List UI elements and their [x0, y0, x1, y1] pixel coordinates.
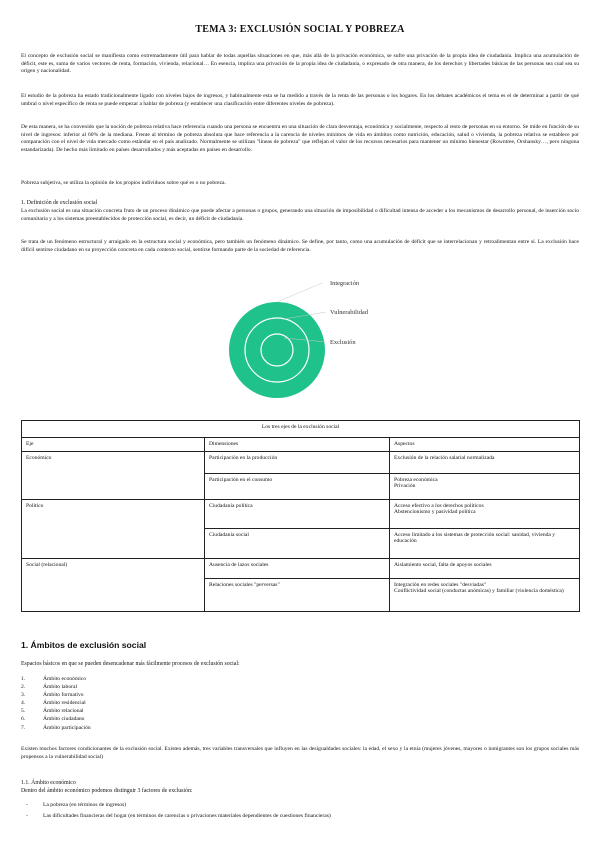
table-cell-eje [22, 529, 205, 559]
table-cell-aspect: Acceso limitado a los sistemas de protección social: sanidad, vivienda y educación [390, 529, 580, 559]
table-cell-dimension: Ciudadanía política [205, 500, 390, 529]
list-item: 4. Ámbito residencial [21, 700, 86, 707]
list-item: 3. Ámbito formativo [21, 692, 84, 699]
table-cell-dimension: Ausencia de lazos sociales [205, 559, 390, 579]
table-cell-aspect: Pobreza económica Privación [390, 474, 580, 500]
table-cell-dimension: Participación en el consumo [205, 474, 390, 500]
section-heading-ambitos: 1. Ámbitos de exclusión social [21, 640, 147, 650]
column-header-dimensiones: Dimensiones [205, 438, 390, 452]
table-cell-aspect: Exclusión de la relación salarial normalizada [390, 452, 580, 474]
page-title: TEMA 3: EXCLUSIÓN SOCIAL Y POBREZA [195, 24, 405, 35]
column-header-aspectos: Aspectos [390, 438, 580, 452]
table-cell-dimension: Ciudadanía social [205, 529, 390, 559]
table-cell-eje: Social (relacional) [22, 559, 205, 579]
definition-paragraph-2: Se trata de un fenómeno estructural y arraigado en la estructura social y económica, pero también un fenómeno dinámico. Se define, por tanto, como una acumulación de déficit que se interrelacionan y retroalimentan entre sí. La exclusión hace difícil sentirse ciudadano en su proyección concreta en cada contexto social, sentirse formando parte de la sociedad de referencia. [21, 239, 579, 253]
table-cell-eje: Político [22, 500, 205, 529]
table-cell-eje [22, 579, 205, 612]
definition-paragraph-1: La exclusión social es una situación concreta fruto de un proceso dinámico que puede afectar a personas o grupos, generando una situación de imposibilidad o dificultad intensa de acceder a los mecanismos de desarrollo personal, de inserción socio comunitaria y a los sistemas preestablecidos de protección social, es decir, un déficit de ciudadanía. [21, 208, 579, 222]
table-cell-eje [22, 474, 205, 500]
table-cell-aspect: Aislamiento social, falta de apoyos sociales [390, 559, 580, 579]
integration-label: Integración [330, 280, 360, 287]
table-caption: Los tres ejes de la exclusión social [22, 421, 580, 438]
intro-paragraph-3: De esta manera, se ha convenido que la noción de pobreza relativa hace referencia cuando una persona se encuentra en una situación de clara desventaja, económica y socialmente, respecto al resto de personas en su entorno. Se mide en función de su nivel de ingresos: inferior al 60% de la mediana. Frente al término de pobreza absoluta que hace referencia a la carencia de niveles mínimos de vida en ámbitos como nutrición, educación, salud o vivienda, la pobreza relativa se establece por comparación con el nivel de vida mercado como estándar en el país analizado. Normalmente se utilizan "líneas de pobreza" que reflejan el valor de los recursos necesarios para mantener un mínimo bienestar (Rowntree, Orshansky…, pero ninguna estandarizada). De hecho más limitado en países desarrollados y más aceptadas en países en desarrollo. [21, 124, 579, 154]
list-item: 5. Ámbito relacional [21, 708, 84, 715]
list-item: 1. Ámbito económico [21, 676, 87, 682]
definition-heading: 1. Definición de exclusión social [21, 200, 98, 206]
intro-paragraph-4: Pobreza subjetiva, se utiliza la opinión de los propios individuos sobre qué es o no pobreza. [21, 180, 226, 186]
table-cell-dimension: Participación en la producción [205, 452, 390, 474]
list-item: 7. Ámbito participación [21, 724, 91, 731]
ambitos-lead: Espacios básicos en que se pueden desencadenar más fácilmente procesos de exclusión social: [21, 661, 240, 667]
table-cell-aspect: Acceso efectivo a los derechos políticos Abstencionismo y pasividad política [390, 500, 580, 529]
integration-circle [229, 302, 325, 398]
list-item: - La pobreza (en términos de ingresos) [26, 802, 127, 808]
list-item: 6. Ámbito ciudadano [21, 716, 85, 723]
table-cell-eje: Económico [22, 452, 205, 474]
column-header-eje: Eje [22, 438, 205, 452]
economico-factors-list [21, 800, 331, 821]
intro-paragraph-2: El estudio de la pobreza ha estado tradicionalmente ligado con niveles bajos de ingresos, y habitualmente esta se ha medido a través de la renta de las personas o los hogares. En los debates académicos el tema es el de determinar a partir de qué umbral o nivel específico de renta se puede empezar a hablar de pobreza (y establecer una clasificación entre diferentes niveles de pobreza). [21, 93, 579, 107]
exclusion-circles-diagram [222, 272, 402, 412]
section-heading-economico: 1.1. Ámbito económico [21, 780, 76, 786]
economico-lead: Dentro del ámbito económico podemos distinguir 3 factores de exclusión: [21, 788, 193, 794]
table-cell-dimension: Relaciones sociales "perversas" [205, 579, 390, 612]
list-item: - Las dificultades financieras del hogar (en términos de carencias o privaciones materiales dependientes de cuestiones financieras) [26, 812, 331, 819]
ambitos-list [21, 675, 91, 732]
intro-paragraph-1: El concepto de exclusión social se manifiesta como extremadamente útil para hablar de todas aquellas situaciones en que, más allá de la privación económica, se sufre una privación de la propia idea de ciudadanía. Implica una acumulación de déficit, este es, suma de varios vectores de renta, formación, vivienda, relacional… En esencia, implica una privación de la propia idea de ciudadanía, o expresado de otra manera, de los derechos y libertades básicas de las personas sea cual sea su origen y nacionalidad. [21, 53, 579, 75]
vulnerability-label: Vulnerabilidad [330, 309, 368, 316]
exclusion-label: Exclusión [330, 339, 356, 346]
table-cell-aspect: Integración en redes sociales "desviadas" Conflictividad social (conductas anómicas) y familiar (violencia doméstica) [390, 579, 580, 612]
exclusion-axes-table [21, 420, 580, 612]
ambitos-trailing-paragraph: Existen muchos factores condicionantes de la exclusión social. Existen además, tres variables transversales que influyen en las desigualdades sociales: la edad, el sexo y la etnia (mujeres jóvenes, mayores o inmigrantes son los grupos sociales más propensos a la vulnerabilidad social) [21, 746, 579, 760]
list-item: 2. Ámbito laboral [21, 684, 78, 691]
